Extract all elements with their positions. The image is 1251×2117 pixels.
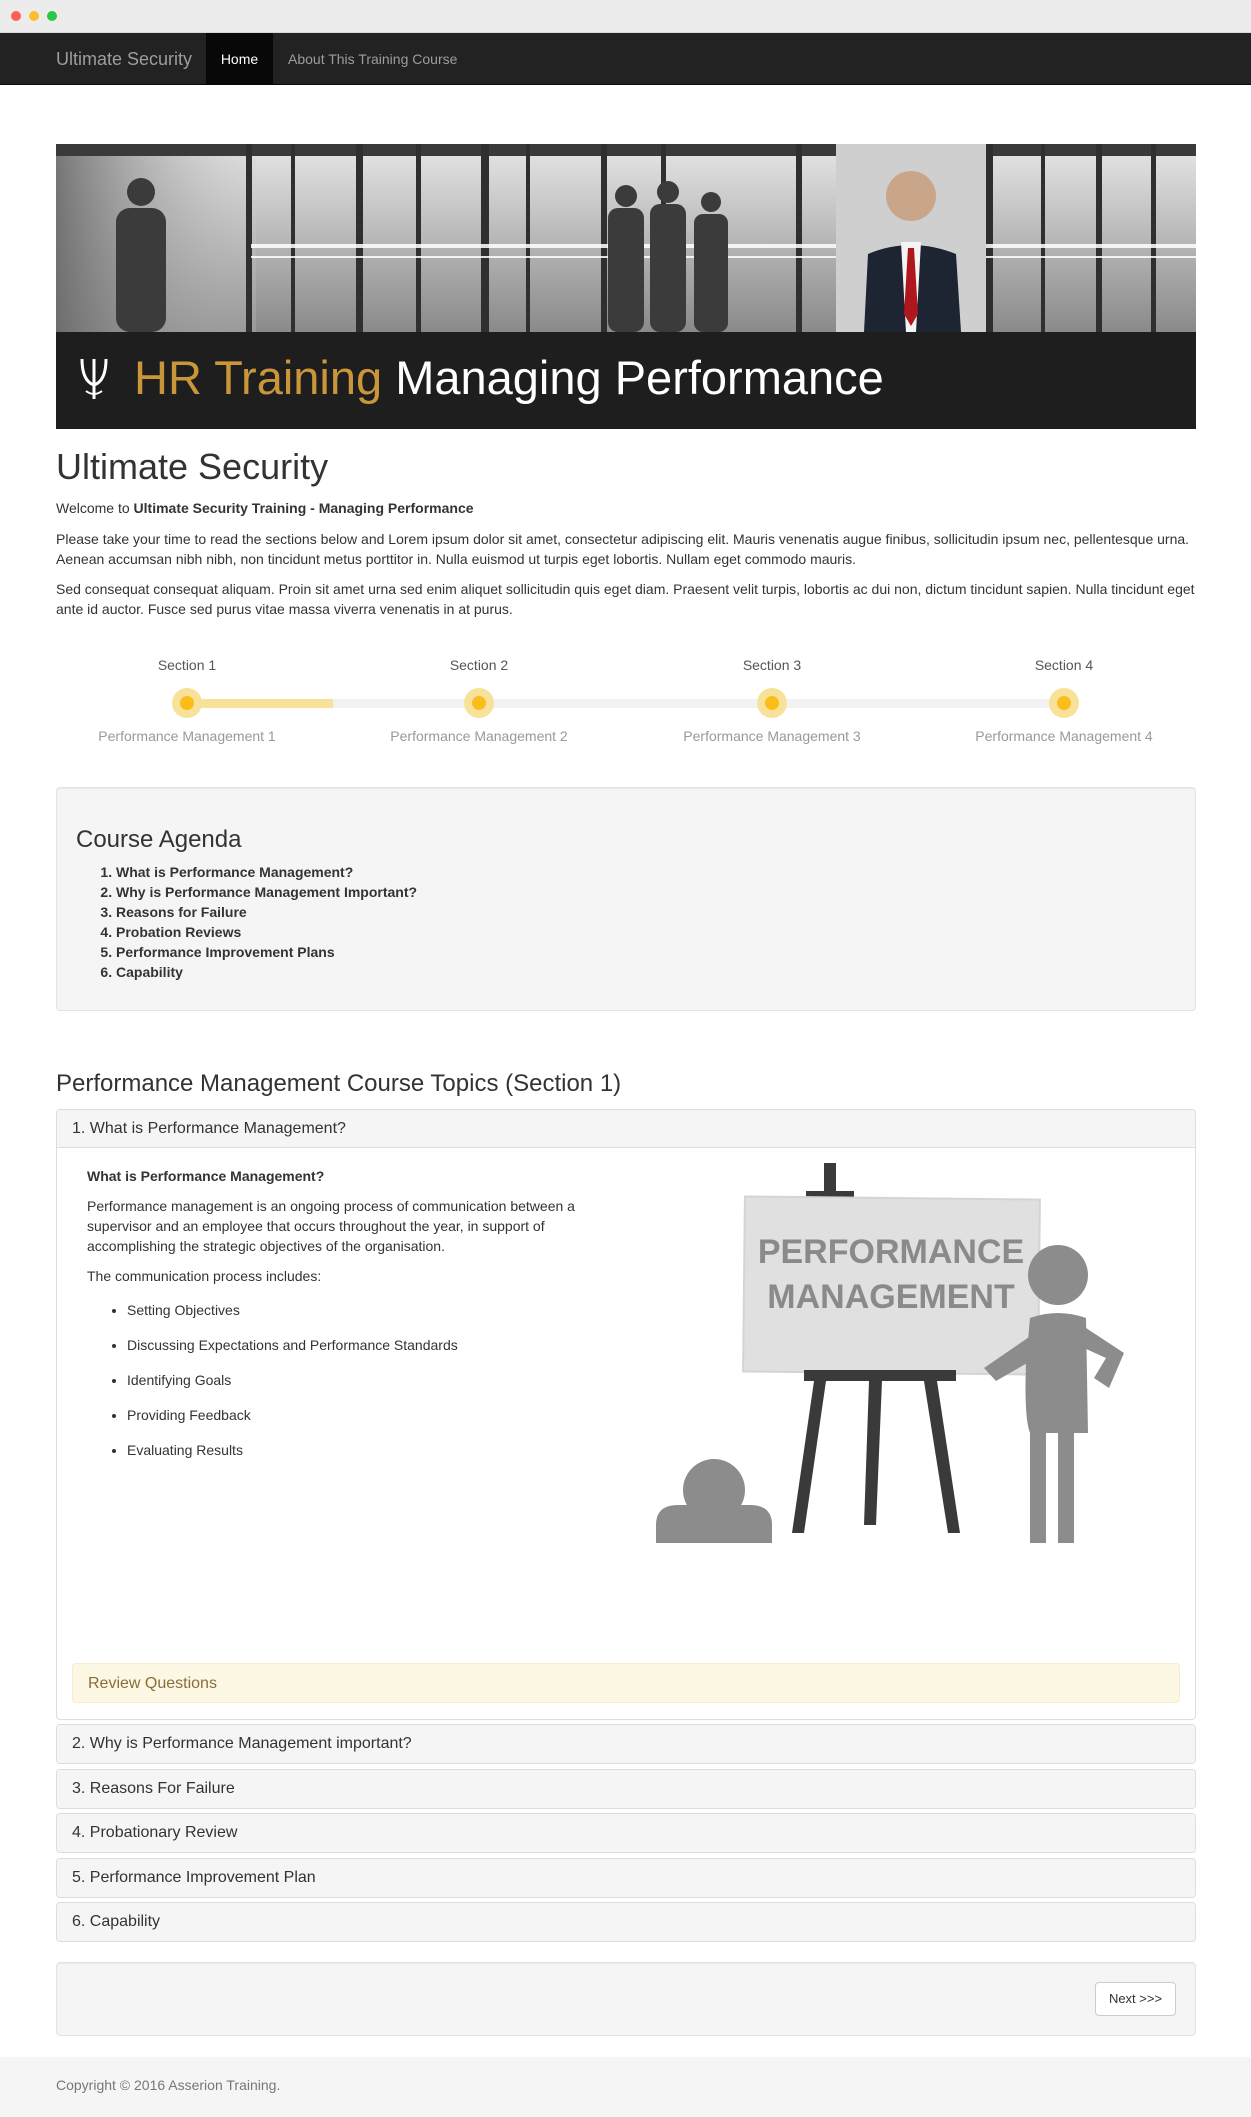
- progress-step-desc: Performance Management 1: [98, 728, 276, 744]
- illustration-line-2: MANAGEMENT: [767, 1278, 1015, 1316]
- section-progress-tracker: [56, 655, 1196, 755]
- topic-list-intro: The communication process includes:: [87, 1268, 322, 1284]
- agenda-item: 4. Probation Reviews: [116, 922, 417, 942]
- navbar: [0, 33, 1251, 85]
- topic-list-item: • Providing Feedback: [127, 1405, 607, 1425]
- accordion-body-1: [57, 1148, 1195, 1718]
- banner-title: [134, 350, 884, 405]
- course-agenda-well: [56, 787, 1196, 1011]
- topic-list-item: • Evaluating Results: [127, 1440, 607, 1460]
- nav-home-link[interactable]: Home: [206, 33, 273, 85]
- agenda-item: 3. Reasons for Failure: [116, 902, 417, 922]
- topic-content: [87, 1166, 607, 1475]
- nav-about-link[interactable]: About This Training Course: [288, 51, 458, 67]
- office-photo: [56, 144, 1196, 332]
- banner-title-accent: HR Training: [134, 351, 383, 404]
- topic-list-item: • Identifying Goals: [127, 1370, 607, 1390]
- progress-step-3[interactable]: [626, 655, 918, 744]
- accordion-panel-5[interactable]: [56, 1858, 1196, 1898]
- welcome-prefix: Welcome to: [56, 500, 134, 516]
- accordion-heading-6[interactable]: 6. Capability: [57, 1903, 1195, 1941]
- banner-title-main: Managing Performance: [395, 351, 884, 404]
- agenda-item: 1. What is Performance Management?: [116, 862, 417, 882]
- progress-step-dot[interactable]: [464, 688, 494, 718]
- topic-description: Performance management is an ongoing process of communication between a supervisor and an employee that occurs throughout the year, in support of accomplishing the strategic objectives of the organisation.: [87, 1198, 575, 1254]
- progress-step-title: Section 1: [157, 657, 217, 673]
- next-button[interactable]: Next >>>: [1095, 1982, 1176, 2016]
- progress-step-dot[interactable]: [172, 688, 202, 718]
- review-questions-button[interactable]: Review Questions: [72, 1663, 1180, 1703]
- progress-step-title: Section 3: [742, 657, 802, 673]
- welcome-text: [56, 500, 474, 516]
- progress-step-desc: Performance Management 4: [975, 728, 1153, 744]
- accordion-panel-1: [56, 1109, 1196, 1720]
- accordion-panel-4[interactable]: [56, 1813, 1196, 1853]
- browser-titlebar: [0, 0, 1251, 33]
- progress-step-desc: Performance Management 2: [390, 728, 568, 744]
- accordion-heading-5[interactable]: 5. Performance Improvement Plan: [57, 1859, 1195, 1897]
- trident-logo-icon: [76, 355, 112, 403]
- accordion-panel-6[interactable]: [56, 1902, 1196, 1942]
- pager-well: [56, 1962, 1196, 2036]
- accordion-panel-2[interactable]: [56, 1724, 1196, 1764]
- footer: [0, 2057, 1251, 2117]
- navbar-brand[interactable]: Ultimate Security: [56, 49, 193, 69]
- accordion-heading-2[interactable]: 2. Why is Performance Management important?: [57, 1725, 1195, 1763]
- progress-step-desc: Performance Management 3: [683, 728, 861, 744]
- progress-track-completed: [187, 699, 333, 708]
- progress-step-4[interactable]: [918, 655, 1210, 744]
- topic-list-item: • Discussing Expectations and Performance Standards: [127, 1335, 607, 1355]
- accordion-heading-3[interactable]: 3. Reasons For Failure: [57, 1770, 1195, 1808]
- window-maximize-button[interactable]: [47, 11, 57, 21]
- topic-title: What is Performance Management?: [87, 1168, 325, 1184]
- topics-title: Performance Management Course Topics (Section 1): [56, 1070, 622, 1097]
- progress-step-1[interactable]: [41, 655, 333, 744]
- agenda-item: 5. Performance Improvement Plans: [116, 942, 417, 962]
- accordion-heading-1[interactable]: 1. What is Performance Management?: [57, 1110, 1195, 1148]
- welcome-course-name: Ultimate Security Training - Managing Performance: [133, 500, 474, 516]
- agenda-list: [116, 862, 417, 982]
- intro-paragraph-1: Please take your time to read the sections below and Lorem ipsum dolor sit amet, consectetur adipiscing elit. Mauris venenatis augue finibus, sollicitudin ipsum nec, pellentesque urna. Aenean accumsan nibh nibh, non tincidunt metus porttitor in. Nulla euismod ut turpis eget lobortis. Nullam eget commodo mauris.: [56, 531, 1190, 567]
- agenda-item: 6. Capability: [116, 962, 417, 982]
- progress-step-2[interactable]: [333, 655, 625, 744]
- progress-step-title: Section 4: [1034, 657, 1094, 673]
- performance-management-illustration: [654, 1163, 1184, 1543]
- progress-step-dot[interactable]: [1049, 688, 1079, 718]
- agenda-item: 2. Why is Performance Management Important?: [116, 882, 417, 902]
- agenda-title: Course Agenda: [76, 826, 242, 853]
- progress-step-dot[interactable]: [757, 688, 787, 718]
- topic-list: [127, 1300, 607, 1460]
- accordion-panel-3[interactable]: [56, 1769, 1196, 1809]
- progress-step-title: Section 2: [449, 657, 509, 673]
- intro-paragraph-2: Sed consequat consequat aliquam. Proin sit amet urna sed enim aliquet sollicitudin quis eget diam. Praesent velit turpis, lobortis ac dui non, dictum tincidunt sapien. Nulla tincidunt eget ante id auctor. Fusce sed purus vitae massa viverra venenatis in at purus.: [56, 581, 1195, 617]
- page-title: Ultimate Security: [56, 446, 329, 487]
- copyright-text: Copyright © 2016 Asserion Training.: [56, 2077, 281, 2093]
- window-minimize-button[interactable]: [29, 11, 39, 21]
- hero-banner: [56, 144, 1196, 429]
- illustration-line-1: PERFORMANCE: [757, 1233, 1025, 1271]
- topic-list-item: • Setting Objectives: [127, 1300, 607, 1320]
- accordion-heading-4[interactable]: 4. Probationary Review: [57, 1814, 1195, 1852]
- window-close-button[interactable]: [11, 11, 21, 21]
